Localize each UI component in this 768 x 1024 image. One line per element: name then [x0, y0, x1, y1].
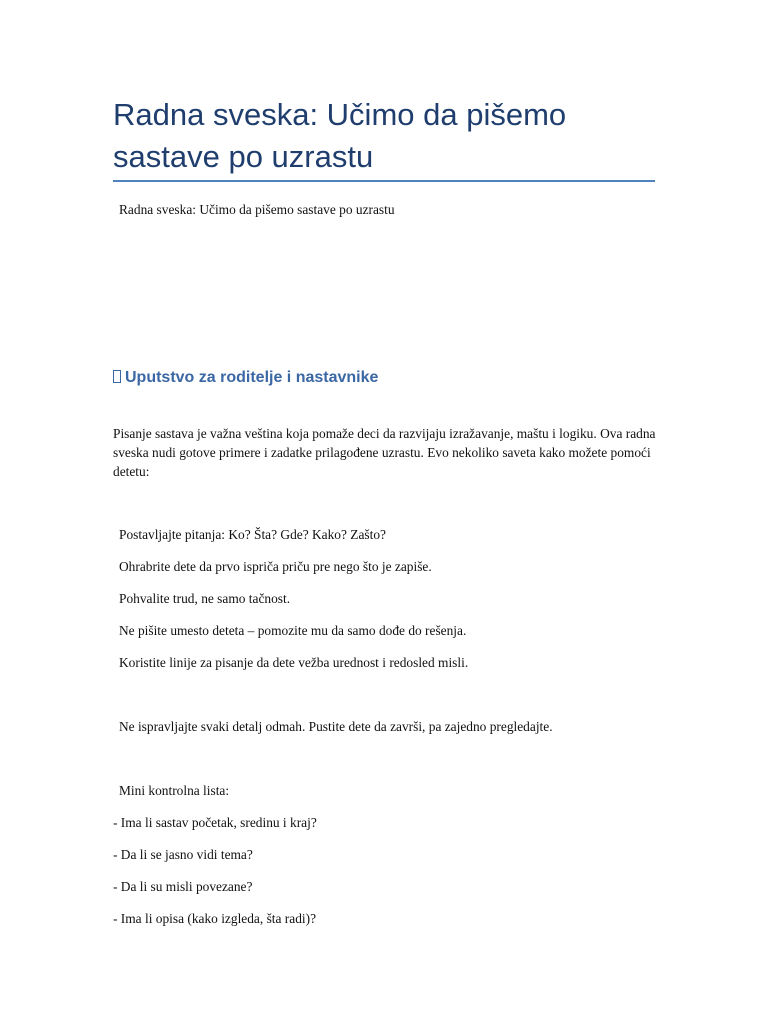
- tip-item: Ne pišite umesto deteta – pomozite mu da samo dođe do rešenja.: [119, 623, 467, 638]
- missing-glyph-icon: [113, 370, 121, 383]
- tip-item: Pohvalite trud, ne samo tačnost.: [119, 591, 291, 606]
- intro-paragraph: Pisanje sastava je važna veština koja pomaže deci da razvijaju izražavanje, maštu i logiku. Ova radna sveska nudi gotove primere i zadatke prilagođene uzrastu. Evo nekoliko saveta kako možete pomoći detetu:: [113, 426, 656, 479]
- checklist-title: Mini kontrolna lista:: [119, 783, 230, 798]
- tip-item: Postavljajte pitanja: Ko? Šta? Gde? Kako? Zašto?: [119, 527, 386, 542]
- section-heading-text: Uputstvo za roditelje i nastavnike: [125, 369, 379, 386]
- checklist-item: - Ima li sastav početak, sredinu i kraj?: [113, 815, 317, 830]
- note-paragraph: Ne ispravljajte svaki detalj odmah. Pustite dete da završi, pa zajedno pregledajte.: [119, 719, 553, 734]
- document-subtitle: Radna sveska: Učimo da pišemo sastave po uzrastu: [119, 202, 395, 217]
- checklist-item: - Da li se jasno vidi tema?: [113, 847, 253, 862]
- document-title: Radna sveska: Učimo da pišemo sastave po uzrastu: [113, 97, 567, 174]
- checklist-item: - Ima li opisa (kako izgleda, šta radi)?: [113, 911, 317, 926]
- section-heading: [113, 367, 378, 389]
- title-underline: [113, 180, 655, 182]
- checklist-item: - Da li su misli povezane?: [113, 879, 253, 894]
- tip-item: Ohrabrite dete da prvo ispriča priču pre nego što je zapiše.: [119, 559, 432, 574]
- tip-item: Koristite linije za pisanje da dete vežba urednost i redosled misli.: [119, 655, 469, 670]
